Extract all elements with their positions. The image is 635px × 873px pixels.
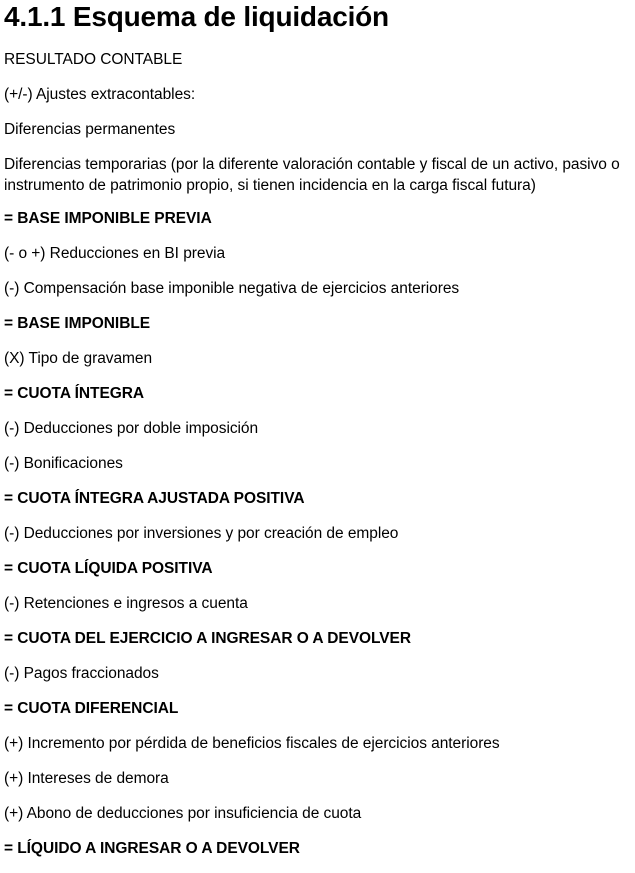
scheme-line-diferencias-permanentes: Diferencias permanentes	[4, 121, 176, 138]
scheme-line-cuota-liquida-positiva: = CUOTA LÍQUIDA POSITIVA	[4, 560, 213, 577]
liquidation-scheme-list	[4, 49, 632, 859]
scheme-line-cuota-integra: = CUOTA ÍNTEGRA	[4, 385, 145, 402]
scheme-line-cuota-diferencial: = CUOTA DIFERENCIAL	[4, 700, 179, 717]
scheme-line-deducciones-doble-imposicion: (-) Deducciones por doble imposición	[4, 420, 259, 437]
scheme-line-reducciones-bi: (- o +) Reducciones en BI previa	[4, 245, 226, 262]
scheme-line-bonificaciones: (-) Bonificaciones	[4, 455, 123, 472]
document-page	[4, 0, 632, 873]
scheme-line-resultado-contable: RESULTADO CONTABLE	[4, 51, 183, 68]
scheme-line-compensacion-bi-negativa: (-) Compensación base imponible negativa de ejercicios anteriores	[4, 280, 460, 297]
scheme-line-base-imponible-previa: = BASE IMPONIBLE PREVIA	[4, 210, 212, 227]
scheme-line-incremento-perdida-beneficios: (+) Incremento por pérdida de beneficios fiscales de ejercicios anteriores	[4, 735, 500, 752]
scheme-line-cuota-ejercicio: = CUOTA DEL EJERCICIO A INGRESAR O A DEVOLVER	[4, 630, 411, 647]
scheme-line-liquido-ingresar: = LÍQUIDO A INGRESAR O A DEVOLVER	[4, 840, 300, 857]
scheme-line-retenciones: (-) Retenciones e ingresos a cuenta	[4, 595, 248, 612]
section-heading: 4.1.1 Esquema de liquidación	[4, 1, 389, 32]
scheme-line-pagos-fraccionados: (-) Pagos fraccionados	[4, 665, 159, 682]
scheme-line-intereses-demora: (+) Intereses de demora	[4, 770, 169, 787]
scheme-line-abono-deducciones: (+) Abono de deducciones por insuficiencia de cuota	[4, 805, 362, 822]
scheme-line-diferencias-temporarias: Diferencias temporarias (por la diferente valoración contable y fiscal de un activo, pasivo o instrumento de patrimonio propio, si tienen incidencia en la carga fiscal futura)	[4, 156, 620, 194]
scheme-line-cuota-integra-ajustada: = CUOTA ÍNTEGRA AJUSTADA POSITIVA	[4, 490, 305, 507]
scheme-line-deducciones-inversiones: (-) Deducciones por inversiones y por creación de empleo	[4, 525, 399, 542]
scheme-line-ajustes-extracontables: (+/-) Ajustes extracontables:	[4, 86, 196, 103]
scheme-line-base-imponible: = BASE IMPONIBLE	[4, 315, 151, 332]
scheme-line-tipo-gravamen: (X) Tipo de gravamen	[4, 350, 153, 367]
